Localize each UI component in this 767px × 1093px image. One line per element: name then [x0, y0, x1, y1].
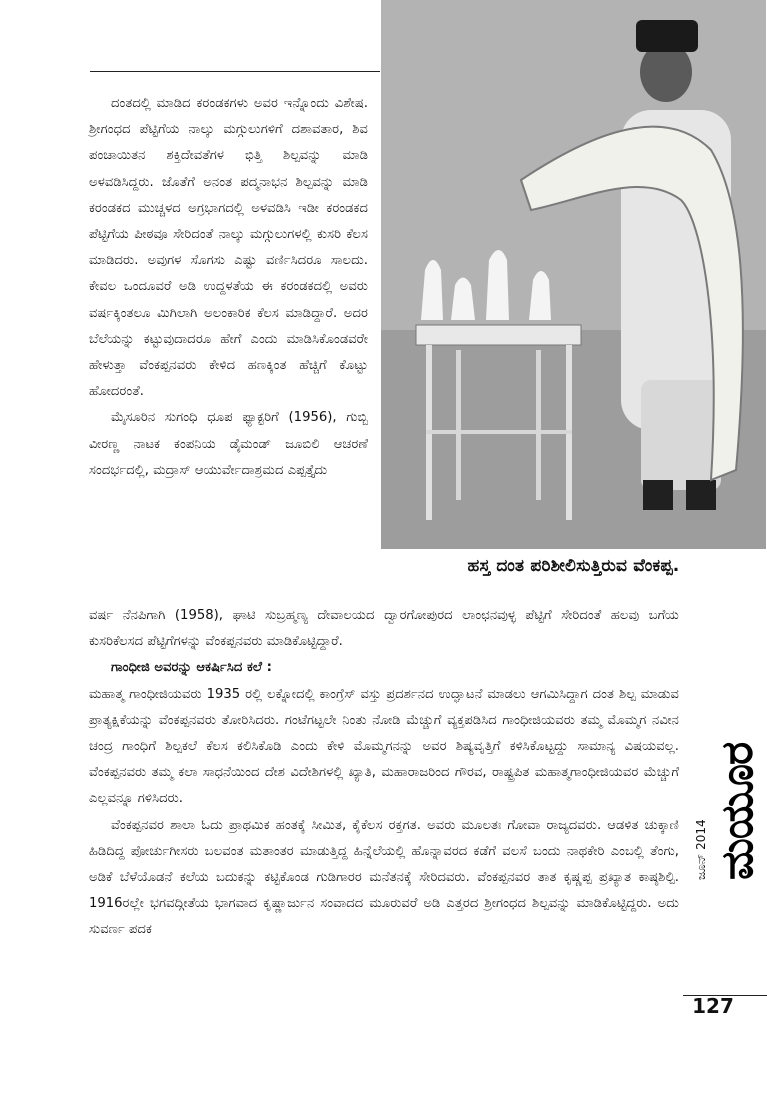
photo-caption: ಹಸ್ತ ದಂತ ಪರಿಶೀಲಿಸುತ್ತಿರುವ ವೆಂಕಪ್ಪ. — [467, 556, 680, 576]
issue-date: ಜೂನ್ 2014 — [694, 819, 708, 880]
top-rule — [90, 71, 380, 72]
page-number: 127 — [692, 994, 734, 1018]
left-column — [89, 91, 368, 484]
photo-illustration — [381, 0, 766, 549]
paragraph-background: ವೆಂಕಪ್ಪನವರ ಶಾಲಾ ಓದು ಪ್ರಾಥಮಿಕ ಹಂತಕ್ಕೆ ಸೀಮಿತ, ಕೈಕೆಲಸ ರಕ್ತಗತ. ಅವರು ಮೂಲತಃ ಗೋವಾ ರಾಜ್ಯದವರು. ಆಡಳಿತ ಚುಕ್ಕಾಣಿ ಹಿಡಿದಿದ್ದ ಪೋರ್ಚುಗೀಸರು ಬಲವಂತ ಮತಾಂತರ ಮಾಡುತ್ತಿದ್ದ ಹಿನ್ನೆಲೆಯಲ್ಲಿ ಹೊನ್ನಾವರದ ಕಡೆಗೆ ವಲಸೆ ಬಂದು ನಾಥಕೇರಿ ಎಂಬಲ್ಲಿ ತೆಂಗು, ಅಡಿಕೆ ಬೆಳೆಯೊಡನೆ ಕಲೆಯ ಬದುಕನ್ನು ಕಟ್ಟಿಕೊಂಡ ಗುಡಿಗಾರರ ಮನೆತನಕ್ಕೆ ಸೇರಿದವರು. ವೆಂಕಪ್ಪನವರ ತಾತ ಕೃಷ್ಣಪ್ಪ ಪ್ರಖ್ಯಾತ ಕಾಷ್ಠಶಿಲ್ಪಿ. 1916ರಲ್ಲೇ ಭಗವದ್ಗೀತೆಯ ಭಾಗವಾದ ಕೃಷ್ಣಾರ್ಜುನ ಸಂವಾದದ ಮೂರುವರೆ ಅಡಿ ಎತ್ತರದ ಶ್ರೀಗಂಧದ ಶಿಲ್ಪವನ್ನು ಮಾಡಿಕೊಟ್ಟಿದ್ದರು. ಅದು ಸುವರ್ಣ ಪದಕ — [89, 817, 679, 938]
photo-venkappa-with-tusk — [381, 0, 766, 549]
paragraph-karandaka: ದಂತದಲ್ಲಿ ಮಾಡಿದ ಕರಂಡಕಗಳು ಅವರ ಇನ್ನೊಂದು ವಿಶೇಷ. ಶ್ರೀಗಂಧದ ಪೆಟ್ಟಿಗೆಯ ನಾಲ್ಕು ಮಗ್ಗುಲುಗಳಿಗೆ ದಶಾವತಾರ, ಶಿವ ಪಂಚಾಯಿತನ ಶಕ್ತಿದೇವತೆಗಳ ಭಿತ್ತಿ ಶಿಲ್ಪವನ್ನು ಮಾಡಿ ಅಳವಡಿಸಿದ್ದರು. ಜೊತೆಗೆ ಅನಂತ ಪದ್ಮನಾಭನ ಶಿಲ್ಪವನ್ನು ಮಾಡಿ ಕರಂಡಕದ ಮುಚ್ಚಳದ ಅಗ್ರಭಾಗದಲ್ಲಿ ಅಳವಡಿಸಿ ಇಡೀ ಕರಂಡಕದ ಪೆಟ್ಟಿಗೆಯ ಪೀಠವೂ ಸೇರಿದಂತೆ ನಾಲ್ಕು ಮಗ್ಗುಲುಗಳಲ್ಲಿ ಕುಸರಿ ಕೆಲಸ ಮಾಡಿದರು. ಅವುಗಳ ಸೊಗಸು ಎಷ್ಟು ವರ್ಣಿಸಿದರೂ ಸಾಲದು. ಕೇವಲ ಒಂದೂವರೆ ಅಡಿ ಉದ್ದಳತೆಯ ಈ ಕರಂಡಕದಲ್ಲಿ ಅವರು ವರ್ಷಕ್ಕಿಂತಲೂ ಮಿಗಿಲಾಗಿ ಅಲಂಕಾರಿಕ ಕೆಲಸ ಮಾಡಿದ್ದಾರೆ. ಅದರ ಬೆಲೆಯನ್ನು ಕಟ್ಟುವುದಾದರೂ ಹೇಗೆ ಎಂದು ಮಾಡಿಸಿಕೊಂಡವರೇ ಹೇಳುತ್ತಾ ವೆಂಕಪ್ಪನವರು ಕೇಳಿದ ಹಣಕ್ಕಿಂತ ಹೆಚ್ಚಿಗೆ ಕೊಟ್ಟು ಹೋದರಂತೆ. — [89, 96, 368, 400]
magazine-name: ಮಯೂರ — [712, 742, 763, 880]
paragraph-mysore-start: ಮೈಸೂರಿನ ಸುಗಂಧಿ ಧೂಪ ಫ್ಯಾಕ್ಟರಿಗೆ (1956), ಗುಬ್ಬಿ ವೀರಣ್ಣ ನಾಟಕ ಕಂಪನಿಯ ಡೈಮಂಡ್ ಜೂಬಿಲಿ ಆಚರಣೆ ಸಂದರ್ಭದಲ್ಲಿ, ಮದ್ರಾಸ್ ಆಯುರ್ವೇದಾಶ್ರಮದ ಎಪ್ಪತ್ತೈದು — [89, 410, 368, 478]
paragraph-gandhi: ಮಹಾತ್ಮ ಗಾಂಧೀಜಿಯವರು 1935 ರಲ್ಲಿ ಲಕ್ನೋದಲ್ಲಿ ಕಾಂಗ್ರೆಸ್ ವಸ್ತು ಪ್ರದರ್ಶನದ ಉದ್ಘಾಟನೆ ಮಾಡಲು ಆಗಮಿಸಿದ್ದಾಗ ದಂತ ಶಿಲ್ಪ ಮಾಡುವ ಪ್ರಾತ್ಯಕ್ಷಿಕೆಯನ್ನು ವೆಂಕಪ್ಪನವರು ತೋರಿಸಿದರು. ಗಂಟೆಗಟ್ಟಲೇ ನಿಂತು ನೋಡಿ ಮೆಚ್ಚುಗೆ ವ್ಯಕ್ತಪಡಿಸಿದ ಗಾಂಧೀಜಿಯವರು ತಮ್ಮ ಮೊಮ್ಮಗ ನವೀನ ಚಂದ್ರ ಗಾಂಧಿಗೆ ಶಿಲ್ಪಕಲೆ ಕೆಲಸ ಕಲಿಸಿಕೊಡಿ ಎಂದು ಕೇಳಿ ಮೊಮ್ಮಗನನ್ನು ಅವರ ಶಿಷ್ಯವೃತ್ತಿಗೆ ಕಳಿಸಿಕೊಟ್ಟದ್ದು ಸಾಮಾನ್ಯ ವಿಷಯವಲ್ಲ. ವೆಂಕಪ್ಪನವರು ತಮ್ಮ ಕಲಾ ಸಾಧನೆಯಿಂದ ದೇಶ ವಿದೇಶಿಗಳಲ್ಲಿ ಖ್ಯಾತಿ, ಮಹಾರಾಜರಿಂದ ಗೌರವ, ರಾಷ್ಟ್ರಪಿತ ಮಹಾತ್ಮಗಾಂಧೀಜಿಯವರ ಮೆಚ್ಚುಗೆ ಎಲ್ಲವನ್ನೂ ಗಳಿಸಿದರು. — [89, 686, 679, 807]
paragraph-continuation: ವರ್ಷ ನೆನಪಿಗಾಗಿ (1958), ಘಾಟಿ ಸುಬ್ರಹ್ಮಣ್ಯ ದೇವಾಲಯದ ದ್ವಾರಗೋಪುರದ ಲಾಂಛನವುಳ್ಳ ಪೆಟ್ಟಿಗೆ ಸೇರಿದಂತೆ ಹಲವು ಬಗೆಯ ಕುಸರಿಕೆಲಸದ ಪೆಟ್ಟಿಗೆಗಳನ್ನು ವೆಂಕಪ್ಪನವರು ಮಾಡಿಕೊಟ್ಟಿದ್ದಾರೆ. — [89, 608, 679, 650]
section-heading-gandhi: ಗಾಂಧೀಜಿ ಅವರನ್ನು ಆಕರ್ಷಿಸಿದ ಕಲೆ : — [111, 660, 272, 676]
full-width-text — [89, 603, 679, 944]
